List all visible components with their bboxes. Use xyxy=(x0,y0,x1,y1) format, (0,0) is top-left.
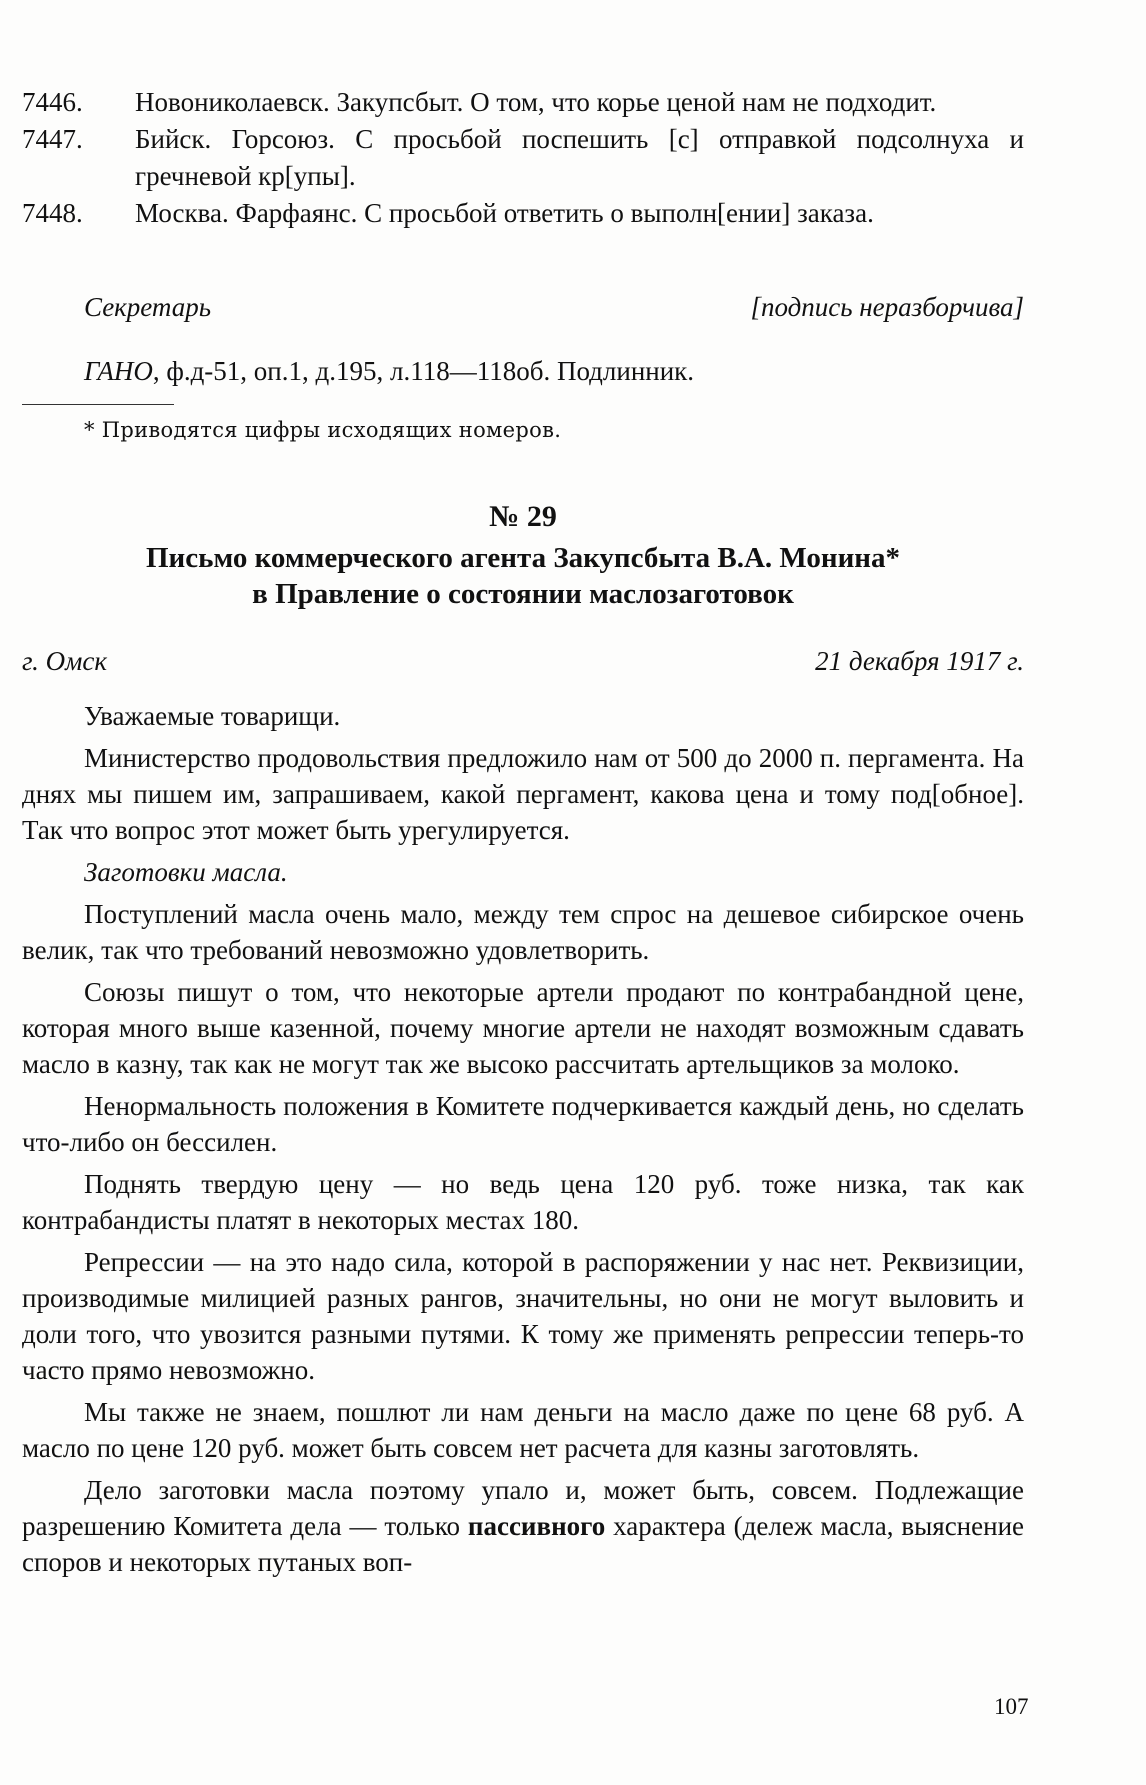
archive-source xyxy=(84,356,694,387)
signature-note: [подпись неразборчива] xyxy=(750,292,1024,322)
entry-number: 7448. xyxy=(22,198,83,228)
paragraph: Поднять твердую цену — но ведь цена 120 руб. тоже низка, так как контрабандисты платят в некоторых местах 180. xyxy=(22,1169,1024,1235)
paragraph-text: характера (дележ масла, выяснение споров и некоторых путаных воп- xyxy=(22,1511,1025,1577)
book-page xyxy=(22,0,1029,1785)
paragraph: Союзы пишут о том, что некоторые артели продают по контрабандной цене, которая много выше казенной, почему многие артели не находят возможным сдавать масло в казну, так как не могут так же высоко рассчитать артельщиков за молоко. xyxy=(22,977,1024,1079)
title-line-2: в Правление о состоянии маслозаготовок xyxy=(252,578,794,610)
document-title xyxy=(22,540,1024,612)
paragraph: Мы также не знаем, пошлют ли нам деньги на масло даже по цене 68 руб. А масло по цене 120 руб. может быть совсем нет расчета для казны заготовлять. xyxy=(22,1397,1024,1463)
paragraph: Министерство продовольствия предложило нам от 500 до 2000 п. пергамента. На днях мы пишем им, запрашиваем, какой пергамент, какова цена и тому под[обное]. Так что вопрос этот может быть урегулируется. xyxy=(22,743,1024,845)
paragraph: Ненормальность положения в Комитете подчеркивается каждый день, но сделать что-либо он бессилен. xyxy=(22,1091,1024,1157)
emphasis-text: пассивного xyxy=(467,1511,606,1541)
entry-text: Бийск. Горсоюз. С просьбой поспешить [с] отправкой подсолнуха и гречневой кр[упы]. xyxy=(135,124,1024,191)
document-place: г. Омск xyxy=(22,646,108,676)
place-date-line xyxy=(22,646,1024,677)
archive-name: ГАНО xyxy=(84,356,153,386)
entry-text: Москва. Фарфаянс. С просьбой ответить о выполн[ении] заказа. xyxy=(135,198,874,228)
letter-body xyxy=(22,698,1024,1586)
paragraph xyxy=(22,1472,1024,1580)
title-line-1: Письмо коммерческого агента Закупсбыта В.А. Монина* xyxy=(145,542,901,574)
signature-line xyxy=(84,292,1024,323)
paragraph: Уважаемые товарищи. xyxy=(84,701,341,731)
document-date: 21 декабря 1917 г. xyxy=(815,646,1024,676)
paragraph: Репрессии — на это надо сила, которой в распоряжении у нас нет. Реквизиции, производимые милицией разных рангов, значительны, но они не могут выловить и доли того, что увозится разными путями. К тому же применять репрессии теперь-то часто прямо невозможно. xyxy=(22,1247,1024,1385)
entry-text: Новониколаевск. Закупсбыт. О том, что корье ценой нам не подходит. xyxy=(135,87,937,117)
paragraph-text: Дело заготовки масла поэтому упало и, может быть, совсем. Подлежащие разрешению Комитета дела — только xyxy=(22,1475,1024,1541)
footnote: * Приводятся цифры исходящих номеров. xyxy=(84,418,562,442)
entry-number: 7446. xyxy=(22,87,83,117)
register-entries xyxy=(22,84,1024,232)
paragraph: Поступлений масла очень мало, между тем спрос на дешевое сибирское очень велик, так что требований невозможно удовлетворить. xyxy=(22,899,1024,965)
register-entry xyxy=(22,195,1024,232)
page-number: 107 xyxy=(994,1694,1029,1719)
section-heading: Заготовки масла. xyxy=(84,857,288,887)
register-entry xyxy=(22,84,1024,121)
register-entry xyxy=(22,121,1024,195)
footnote-divider xyxy=(22,404,174,405)
document-number: № 29 xyxy=(489,500,557,533)
entry-number: 7447. xyxy=(22,124,83,154)
archive-reference: , ф.д-51, оп.1, д.195, л.118—118об. Подлинник. xyxy=(152,356,695,386)
signature-role: Секретарь xyxy=(84,292,212,322)
